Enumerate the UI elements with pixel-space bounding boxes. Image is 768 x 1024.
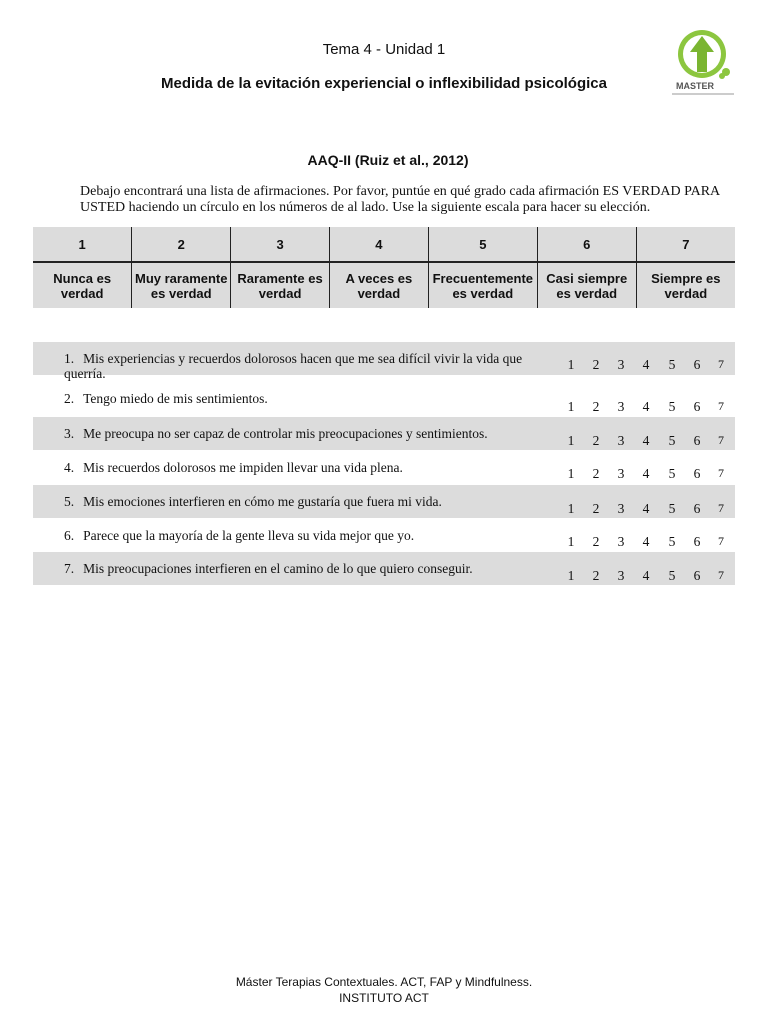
- response-option[interactable]: 1: [567, 568, 575, 583]
- response-option[interactable]: 6: [693, 433, 701, 448]
- scale-label: A veces es verdad: [329, 262, 428, 308]
- scale-label: Nunca es verdad: [33, 262, 132, 308]
- unit-heading: Tema 4 - Unidad 1: [322, 41, 446, 58]
- item-number: 6.: [64, 528, 75, 543]
- scale-label: Muy raramente es verdad: [132, 262, 231, 308]
- response-option[interactable]: 4: [642, 534, 650, 549]
- item-number: 5.: [64, 494, 75, 509]
- response-option[interactable]: 7: [718, 534, 724, 548]
- response-option[interactable]: 2: [592, 433, 600, 448]
- rating-scale-table: [33, 227, 735, 308]
- response-option[interactable]: 6: [693, 399, 701, 414]
- response-option[interactable]: 5: [668, 399, 676, 414]
- scale-number: 5: [428, 227, 537, 262]
- response-option[interactable]: 3: [617, 357, 625, 372]
- item-number: 2.: [64, 391, 75, 406]
- response-option[interactable]: 5: [668, 466, 676, 481]
- scale-number: 6: [537, 227, 636, 262]
- response-option[interactable]: 6: [693, 357, 701, 372]
- response-option[interactable]: 5: [668, 501, 676, 516]
- response-option[interactable]: 5: [668, 357, 676, 372]
- response-option[interactable]: 7: [718, 357, 724, 371]
- scale-number: 7: [636, 227, 735, 262]
- response-option[interactable]: 1: [567, 466, 575, 481]
- response-option[interactable]: 7: [718, 399, 724, 413]
- response-option[interactable]: 4: [642, 357, 650, 372]
- item-text: Me preocupa no ser capaz de controlar mis preocupaciones y sentimientos.: [83, 426, 488, 441]
- scale-label: Raramente es verdad: [231, 262, 330, 308]
- item-text: Mis preocupaciones interfieren en el camino de lo que quiero conseguir.: [83, 561, 473, 576]
- questionnaire-item: [33, 485, 735, 518]
- response-option[interactable]: 3: [617, 399, 625, 414]
- response-option[interactable]: 5: [668, 433, 676, 448]
- questionnaire-item: [33, 519, 735, 552]
- scale-title: AAQ-II (Ruiz et al., 2012): [307, 152, 469, 168]
- response-option[interactable]: 7: [718, 501, 724, 515]
- response-option[interactable]: 4: [642, 399, 650, 414]
- response-option[interactable]: 4: [642, 568, 650, 583]
- response-option[interactable]: 2: [592, 466, 600, 481]
- scale-number: 2: [132, 227, 231, 262]
- response-option[interactable]: 3: [617, 534, 625, 549]
- response-option[interactable]: 7: [718, 568, 724, 582]
- scale-number: 4: [329, 227, 428, 262]
- questionnaire-item: [33, 342, 735, 381]
- item-text: Mis experiencias y recuerdos dolorosos hacen que me sea difícil vivir la vida que querría.: [64, 351, 523, 381]
- scale-label: Siempre es verdad: [636, 262, 735, 308]
- page-footer: [0, 974, 768, 1006]
- response-option[interactable]: 4: [642, 433, 650, 448]
- master-logo: [668, 26, 740, 100]
- response-option[interactable]: 6: [693, 501, 701, 516]
- item-number: 3.: [64, 426, 75, 441]
- response-option[interactable]: 3: [617, 433, 625, 448]
- item-number: 4.: [64, 460, 75, 475]
- response-option[interactable]: 5: [668, 534, 676, 549]
- item-number: 7.: [64, 561, 75, 576]
- item-text: Mis recuerdos dolorosos me impiden llevar una vida plena.: [83, 460, 403, 475]
- response-option[interactable]: 3: [617, 501, 625, 516]
- questionnaire-item: [33, 417, 735, 450]
- response-option[interactable]: 2: [592, 501, 600, 516]
- item-text: Parece que la mayoría de la gente lleva su vida mejor que yo.: [83, 528, 415, 543]
- questionnaire-item: [33, 375, 735, 408]
- response-option[interactable]: 2: [592, 568, 600, 583]
- logo-text: MASTER: [676, 81, 714, 91]
- response-option[interactable]: 1: [567, 357, 575, 372]
- item-text: Tengo miedo de mis sentimientos.: [83, 391, 268, 406]
- response-option[interactable]: 7: [718, 466, 724, 480]
- response-option[interactable]: 2: [592, 399, 600, 414]
- response-option[interactable]: 4: [642, 501, 650, 516]
- questionnaire-item: [33, 451, 735, 484]
- scale-label: Frecuentemente es verdad: [428, 262, 537, 308]
- response-option[interactable]: 5: [668, 568, 676, 583]
- response-option[interactable]: 1: [567, 433, 575, 448]
- scale-number: 3: [231, 227, 330, 262]
- response-option[interactable]: 6: [693, 466, 701, 481]
- document-title: Medida de la evitación experiencial o inflexibilidad psicológica: [161, 75, 607, 92]
- scale-label: Casi siempre es verdad: [537, 262, 636, 308]
- response-option[interactable]: 2: [592, 357, 600, 372]
- item-number: 1.: [64, 351, 75, 366]
- footer-institute: INSTITUTO ACT: [339, 991, 429, 1005]
- response-option[interactable]: 1: [567, 399, 575, 414]
- footer-program: Máster Terapias Contextuales. ACT, FAP y Mindfulness.: [235, 975, 533, 989]
- item-text: Mis emociones interfieren en cómo me gustaría que fuera mi vida.: [83, 494, 442, 509]
- questionnaire-item: [33, 552, 735, 585]
- instructions: Debajo encontrará una lista de afirmaciones. Por favor, puntúe en qué grado cada afirmación ES VERDAD PARA USTED haciendo un círculo en los números de al lado. Use la siguiente escala para hacer su elección.: [80, 184, 720, 215]
- response-option[interactable]: 4: [642, 466, 650, 481]
- response-option[interactable]: 3: [617, 466, 625, 481]
- response-option[interactable]: 1: [567, 534, 575, 549]
- response-option[interactable]: 1: [567, 501, 575, 516]
- response-option[interactable]: 6: [693, 568, 701, 583]
- response-option[interactable]: 2: [592, 534, 600, 549]
- scale-number: 1: [33, 227, 132, 262]
- response-option[interactable]: 6: [693, 534, 701, 549]
- response-option[interactable]: 3: [617, 568, 625, 583]
- response-option[interactable]: 7: [718, 433, 724, 447]
